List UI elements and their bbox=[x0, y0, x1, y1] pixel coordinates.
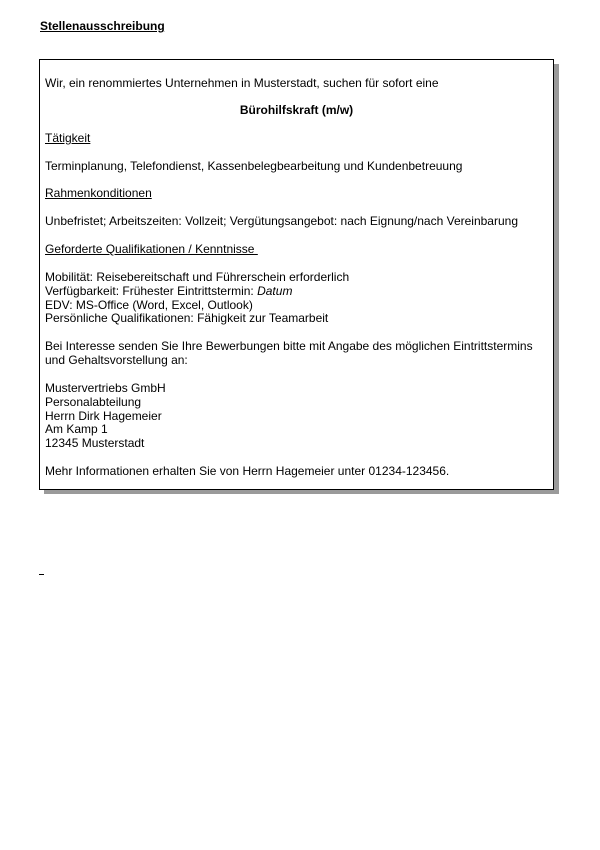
job-ad-box bbox=[39, 59, 554, 490]
address-city: 12345 Musterstadt bbox=[45, 436, 145, 450]
document-heading: Stellenausschreibung bbox=[40, 19, 165, 33]
conditions-text: Unbefristet; Arbeitszeiten: Vollzeit; Vergütungsangebot: nach Eignung/nach Vereinbarung bbox=[45, 214, 518, 228]
address-department: Personalabteilung bbox=[45, 395, 142, 409]
personal-qualification-text: Persönliche Qualifikationen: Fähigkeit zur Teamarbeit bbox=[45, 311, 329, 325]
activity-heading: Tätigkeit bbox=[45, 131, 91, 145]
address-company: Mustervertriebs GmbH bbox=[45, 381, 166, 395]
availability-text: Verfügbarkeit: Frühester Eintrittstermin: Datum bbox=[45, 284, 293, 298]
edv-text: EDV: MS-Office (Word, Excel, Outlook) bbox=[45, 298, 253, 312]
address-contact: Herrn Dirk Hagemeier bbox=[45, 409, 162, 423]
activity-text: Terminplanung, Telefondienst, Kassenbelegbearbeitung und Kundenbetreuung bbox=[45, 159, 463, 173]
address-street: Am Kamp 1 bbox=[45, 422, 108, 436]
mobility-text: Mobilität: Reisebereitschaft und Führerschein erforderlich bbox=[45, 270, 350, 284]
job-title: Bürohilfskraft (m/w) bbox=[239, 103, 354, 117]
availability-date: Datum bbox=[257, 284, 293, 298]
intro-text: Wir, ein renommiertes Unternehmen in Musterstadt, suchen für sofort eine bbox=[45, 76, 439, 90]
qualifications-heading: Geforderte Qualifikationen / Kenntnisse bbox=[45, 242, 255, 256]
application-text-line-2: und Gehaltsvorstellung an: bbox=[45, 353, 188, 367]
contact-info-text: Mehr Informationen erhalten Sie von Herrn Hagemeier unter 01234-123456. bbox=[45, 464, 450, 478]
application-text-line-1: Bei Interesse senden Sie Ihre Bewerbungen bitte mit Angabe des möglichen Eintrittstermins bbox=[45, 339, 533, 353]
underline-mark bbox=[39, 574, 44, 575]
conditions-heading: Rahmenkonditionen bbox=[45, 186, 152, 200]
